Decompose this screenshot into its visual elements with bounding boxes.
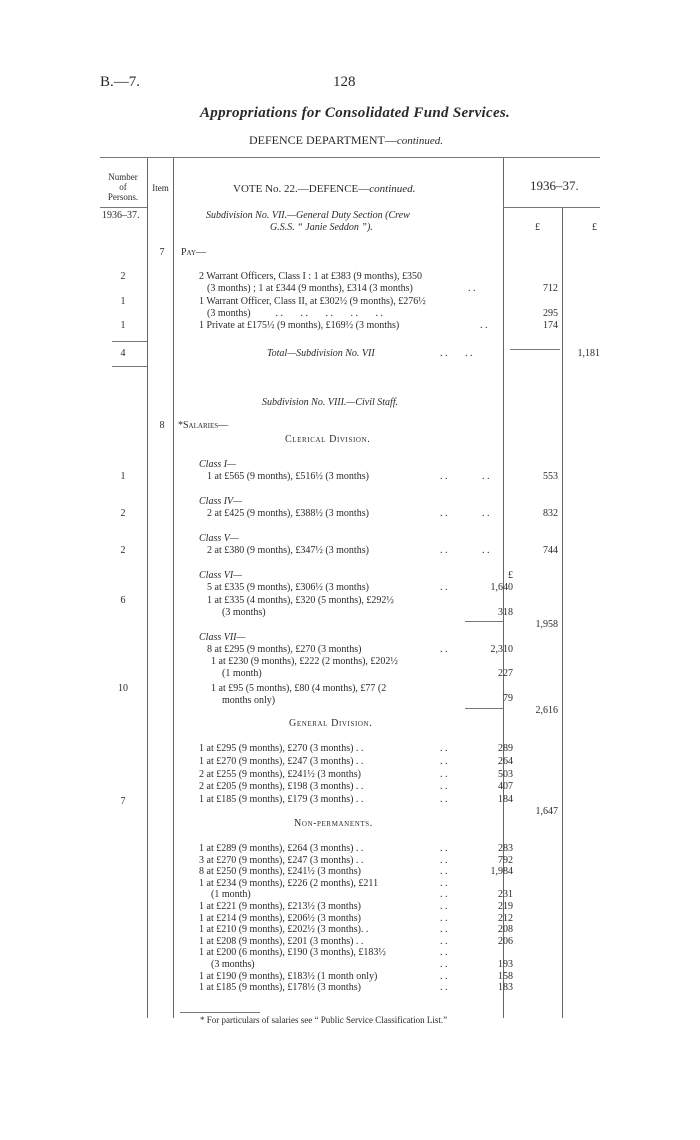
general-row-dots: . .	[440, 743, 448, 754]
class-5-line: 2 at £380 (9 months), £347½ (3 months)	[207, 545, 369, 556]
class-7-line1: 8 at £295 (9 months), £270 (3 months)	[207, 644, 362, 655]
sub7-row1-persons: 2	[120, 271, 126, 282]
general-row-line: 1 at £270 (9 months), £247 (3 months) . .	[199, 755, 364, 767]
nonperm-row-amount: 206	[498, 935, 513, 947]
sub7-row3-dots: . .	[480, 320, 488, 331]
general-row-line: 1 at £295 (9 months), £270 (3 months) . .	[199, 743, 364, 754]
class-7-amount1: 2,310	[490, 644, 513, 655]
class-6-persons: 6	[120, 595, 126, 606]
class-7-label: Class VII—	[199, 632, 246, 643]
nonperm-row-line: 1 at £221 (9 months), £213½ (3 months)	[199, 901, 361, 912]
nonperm-row-line: (3 months)	[211, 959, 255, 970]
nonperm-row-line: 1 at £190 (9 months), £183½ (1 month only)	[199, 970, 378, 982]
nonperm-row-line: 3 at £270 (9 months), £247 (3 months) . .	[199, 854, 364, 866]
sub7-total-amount: 1,181	[577, 348, 600, 359]
sub7-row3-persons: 1	[120, 320, 126, 331]
sub7-row2-persons: 1	[120, 296, 126, 307]
table-top-rule	[100, 157, 600, 158]
class-6-line2: 1 at £335 (4 months), £320 (5 months), £292½	[207, 595, 394, 606]
item-column-rule	[173, 158, 174, 1018]
class-6-total: 1,958	[535, 619, 558, 630]
sub7-row2-dots: . . . . . . . . . .	[268, 308, 383, 319]
class-7-line5: months only)	[222, 695, 276, 706]
amount-split-rule	[562, 208, 563, 1018]
sub7-row2-line2: (3 months)	[207, 308, 251, 319]
sub7-row1-line2: (3 months) ; 1 at £344 (9 months), £314 (3 months)	[207, 283, 413, 294]
general-row-dots: . .	[440, 794, 448, 806]
class-7-amount2: 227	[498, 668, 513, 679]
nonperm-row-amount: 219	[498, 901, 513, 912]
nonperm-row-line: 1 at £210 (9 months), £202½ (3 months). .	[199, 924, 369, 936]
subdivision-8-title: Subdivision No. VIII.—Civil Staff.	[262, 397, 399, 408]
nonperm-row-dots: . .	[440, 959, 448, 970]
sub7-amount-rule	[510, 349, 560, 350]
nonperm-row-dots: . .	[440, 866, 448, 878]
nonperm-row-amount: 1,984	[490, 866, 513, 878]
class-1-amount: 553	[543, 471, 558, 482]
nonperm-row-dots: . .	[440, 877, 448, 889]
footnote: * For particulars of salaries see “ Public Service Classification List.”	[200, 1015, 448, 1025]
sub7-total-dots: . . . .	[440, 348, 473, 359]
pound-sign-col1: £	[535, 222, 540, 233]
class-6-subtotal-rule	[465, 621, 503, 622]
salaries-label: *Salaries—	[178, 420, 229, 431]
sub7-total-persons: 4	[120, 348, 126, 359]
year-column-header: 1936–37.	[530, 178, 579, 193]
nonperm-row-dots: . .	[440, 912, 448, 924]
sub7-total-label: Total—Subdivision No. VII	[267, 348, 375, 359]
vote-continued: continued.	[369, 183, 416, 195]
class-7-line4: 1 at £95 (5 months), £80 (4 months), £77 (2	[211, 683, 387, 694]
vote-heading	[233, 183, 415, 195]
class-4-amount: 832	[543, 508, 558, 519]
nonperm-row-dots: . .	[440, 935, 448, 947]
page-title: Appropriations for Consolidated Fund Services.	[200, 105, 511, 121]
class-7-total: 2,616	[535, 705, 558, 716]
item-number-7: 7	[159, 247, 165, 258]
persons-header-line2: of	[119, 182, 127, 192]
class-6-line1: 5 at £335 (9 months), £306½ (3 months)	[207, 582, 369, 593]
general-row-amount: 264	[498, 755, 513, 767]
class-4-dots-a: . .	[440, 508, 448, 519]
class-1-dots-a: . .	[440, 471, 448, 482]
persons-header-line3: Persons.	[107, 192, 139, 202]
class-4-dots-b: . .	[482, 508, 490, 519]
nonperm-row-line: 1 at £185 (9 months), £178½ (3 months)	[199, 982, 361, 994]
nonperm-row-amount: 208	[498, 924, 513, 936]
nonperm-row-line: (1 month)	[211, 889, 251, 901]
subdivision-7-title-line2: G.S.S. “ Janie Seddon ”).	[270, 222, 373, 233]
class-5-persons: 2	[120, 545, 126, 556]
class-7-line2: 1 at £230 (9 months), £222 (2 months), £202½	[211, 656, 398, 667]
nonperm-row-dots: . .	[440, 843, 448, 854]
class-6-amount1: 1,640	[490, 582, 513, 593]
nonperm-row-dots: . .	[440, 924, 448, 936]
sub7-row1-dots: . .	[468, 283, 476, 294]
nonperm-row-dots: . .	[440, 901, 448, 912]
clerical-division-heading: Clerical Division.	[285, 434, 371, 445]
item-number-8: 8	[159, 420, 165, 431]
general-row-line: 1 at £185 (9 months), £179 (3 months) . .	[199, 794, 364, 806]
nonperm-row-line: 1 at £208 (9 months), £201 (3 months) . .	[199, 935, 364, 947]
nonperm-row-amount: 283	[498, 843, 513, 854]
vote-title: VOTE No. 22.—DEFENCE—	[233, 183, 370, 195]
class-1-persons: 1	[120, 471, 126, 482]
class-5-amount: 744	[543, 545, 558, 556]
class-5-label: Class V—	[199, 533, 239, 544]
class-6-pound: £	[508, 570, 513, 581]
general-row-amount: 407	[498, 781, 513, 793]
sub7-row3-line1: 1 Private at £175½ (9 months), £169½ (3 months)	[199, 320, 400, 331]
class-1-dots-b: . .	[482, 471, 490, 482]
nonperm-row-dots: . .	[440, 889, 448, 901]
nonperm-row-line: 1 at £234 (9 months), £226 (2 months), £211	[199, 877, 379, 889]
nonperm-row-dots: . .	[440, 854, 448, 866]
general-persons: 7	[120, 796, 126, 807]
general-row-amount: 289	[498, 743, 513, 754]
class-7-persons: 10	[118, 683, 128, 694]
header-bottom-rule-right	[503, 207, 600, 208]
nonperm-row-line: 1 at £214 (9 months), £206½ (3 months)	[199, 912, 361, 924]
department-continued: continued.	[396, 135, 443, 147]
general-row-amount: 184	[498, 794, 513, 806]
pay-label: Pay—	[181, 247, 207, 258]
class-4-persons: 2	[120, 508, 126, 519]
pound-sign-col2: £	[592, 222, 597, 233]
class-5-dots-b: . .	[482, 545, 490, 556]
class-1-label: Class I—	[199, 459, 236, 470]
sub7-row2-amount: 295	[543, 308, 558, 319]
general-row-amount: 503	[498, 768, 513, 780]
footnote-rule	[180, 1012, 260, 1013]
persons-header-line1: Number	[108, 172, 138, 182]
nonperm-row-amount: 193	[498, 959, 513, 970]
nonperm-row-amount: 792	[498, 854, 513, 866]
general-row-dots: . .	[440, 755, 448, 767]
general-row-line: 2 at £255 (9 months), £241½ (3 months)	[199, 768, 361, 780]
sub7-row1-amount: 712	[543, 283, 558, 294]
class-4-label: Class IV—	[199, 496, 243, 507]
nonperm-row-dots: . .	[440, 970, 448, 982]
nonperm-row-line: 8 at £250 (9 months), £241½ (3 months)	[199, 866, 361, 878]
item-column-header: Item	[152, 183, 169, 193]
class-1-line: 1 at £565 (9 months), £516½ (3 months)	[207, 471, 369, 482]
persons-column-header	[100, 172, 146, 202]
department-heading	[249, 133, 443, 148]
class-6-label: Class VI—	[199, 570, 243, 581]
nonperm-row-amount: 231	[498, 889, 513, 901]
class-7-line3: (1 month)	[222, 668, 262, 679]
nonperm-row-line: 1 at £200 (6 months), £190 (3 months), £183½	[199, 947, 386, 959]
class-7-line1-dots: . .	[440, 644, 448, 655]
class-5-dots-a: . .	[440, 545, 448, 556]
general-total: 1,647	[535, 806, 558, 817]
sub7-row3-amount: 174	[543, 320, 558, 331]
sub7-row2-line1: 1 Warrant Officer, Class II, at £302½ (9 months), £276½	[199, 296, 426, 307]
nonperm-row-amount: 158	[498, 970, 513, 982]
class-4-line: 2 at £425 (9 months), £388½ (3 months)	[207, 508, 369, 519]
sub7-persons-rule-bottom	[112, 366, 147, 367]
class-6-line3: (3 months)	[222, 607, 266, 618]
class-7-amount3: 79	[503, 693, 513, 704]
document-code: B.—7.	[100, 74, 141, 90]
general-row-dots: . .	[440, 781, 448, 793]
header-bottom-rule-left	[100, 207, 147, 208]
nonperm-row-dots: . .	[440, 947, 448, 959]
nonperm-row-line: 1 at £289 (9 months), £264 (3 months) . .	[199, 843, 364, 854]
nonperm-row-dots: . .	[440, 982, 448, 994]
general-division-heading: General Division.	[289, 718, 373, 729]
persons-year-label: 1936–37.	[102, 210, 140, 221]
department-name: DEFENCE DEPARTMENT—	[249, 133, 397, 147]
subdivision-7-title-line1: Subdivision No. VII.—General Duty Section (Crew	[206, 210, 410, 221]
nonperm-row-amount: 212	[498, 912, 513, 924]
sub7-persons-rule-top	[112, 341, 147, 342]
general-row-dots: . .	[440, 768, 448, 780]
non-permanents-heading: Non-permanents.	[294, 818, 373, 829]
general-row-line: 2 at £205 (9 months), £198 (3 months) . .	[199, 781, 364, 793]
page-number: 128	[333, 74, 356, 90]
class-7-subtotal-rule	[465, 708, 503, 709]
nonperm-row-amount: 183	[498, 982, 513, 994]
persons-column-rule	[147, 158, 148, 1018]
sub7-row1-line1: 2 Warrant Officers, Class I : 1 at £383 (9 months), £350	[199, 271, 422, 282]
class-6-line1-dots: . .	[440, 582, 448, 593]
class-6-amount2: 318	[498, 607, 513, 618]
